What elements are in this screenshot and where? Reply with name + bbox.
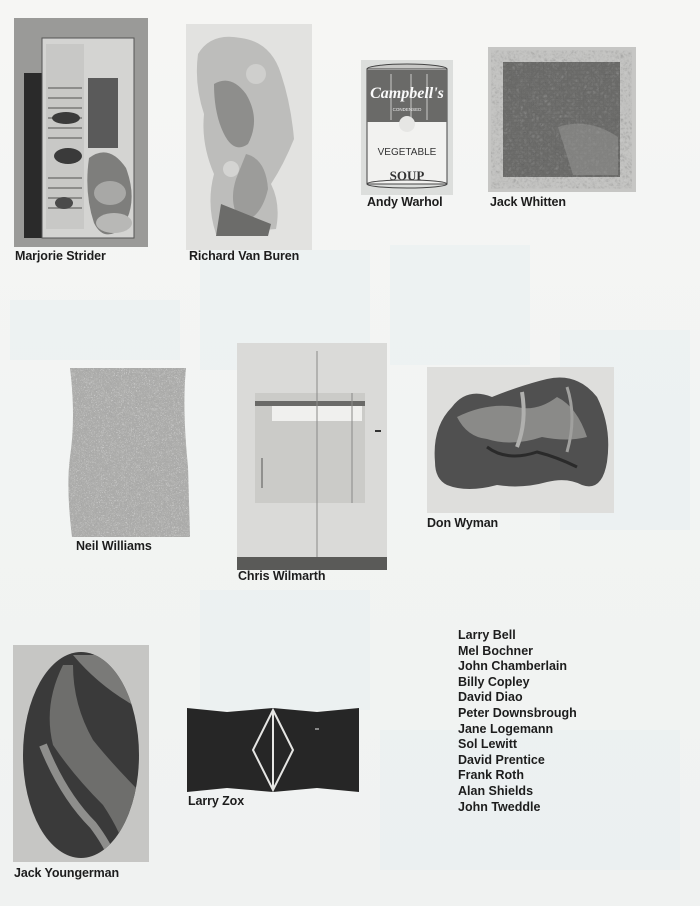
list-item: Frank Roth — [458, 768, 524, 783]
caption-whitten: Jack Whitten — [490, 195, 566, 209]
caption-vanburen: Richard Van Buren — [189, 249, 300, 263]
artwork-whitten — [488, 47, 636, 192]
show-through — [390, 245, 530, 365]
show-through — [10, 300, 180, 360]
artwork-wyman — [427, 367, 614, 513]
caption-warhol: Andy Warhol — [367, 195, 443, 209]
svg-text:SOUP: SOUP — [389, 168, 425, 183]
whitten-image — [488, 47, 636, 192]
caption-youngerman: Jack Youngerman — [14, 866, 120, 880]
list-item: John Tweddle — [458, 799, 541, 814]
wyman-image — [427, 367, 614, 513]
artwork-youngerman — [13, 645, 149, 862]
artwork-wilmarth — [237, 343, 387, 570]
artwork-strider — [14, 18, 148, 247]
list-item: Larry Bell — [458, 628, 516, 642]
zox-image — [187, 708, 359, 792]
youngerman-image — [13, 645, 149, 862]
artwork-zox — [187, 708, 359, 792]
list-item: Mel Bochner — [458, 643, 534, 658]
caption-zox: Larry Zox — [188, 794, 245, 808]
artwork-nwilliams — [66, 367, 190, 538]
strider-image — [14, 18, 148, 247]
list-item: David Diao — [458, 690, 523, 705]
list-item: Billy Copley — [458, 674, 530, 689]
svg-text:CONDENSED: CONDENSED — [392, 107, 422, 112]
vanburen-image — [186, 24, 312, 250]
show-through — [200, 590, 370, 710]
wilmarth-image — [237, 343, 387, 570]
list-item: Sol Lewitt — [458, 737, 518, 752]
list-item: Peter Downsbrough — [458, 705, 577, 720]
caption-strider: Marjorie Strider — [15, 249, 106, 263]
warhol-soup-can — [361, 60, 453, 195]
artwork-vanburen — [186, 24, 312, 250]
artwork-warhol — [361, 60, 453, 195]
caption-wyman: Don Wyman — [427, 516, 499, 530]
svg-text:VEGETABLE: VEGETABLE — [377, 147, 437, 158]
caption-nwilliams: Neil Williams — [76, 539, 152, 553]
svg-text:Campbell's: Campbell's — [370, 85, 444, 102]
nwilliams-image — [66, 367, 190, 538]
list-item: Jane Logemann — [458, 721, 554, 736]
list-item: Alan Shields — [458, 783, 534, 798]
caption-wilmarth: Chris Wilmarth — [238, 569, 326, 583]
list-item: David Prentice — [458, 752, 545, 767]
additional-artists-list — [458, 628, 577, 815]
list-item: John Chamberlain — [458, 659, 568, 674]
